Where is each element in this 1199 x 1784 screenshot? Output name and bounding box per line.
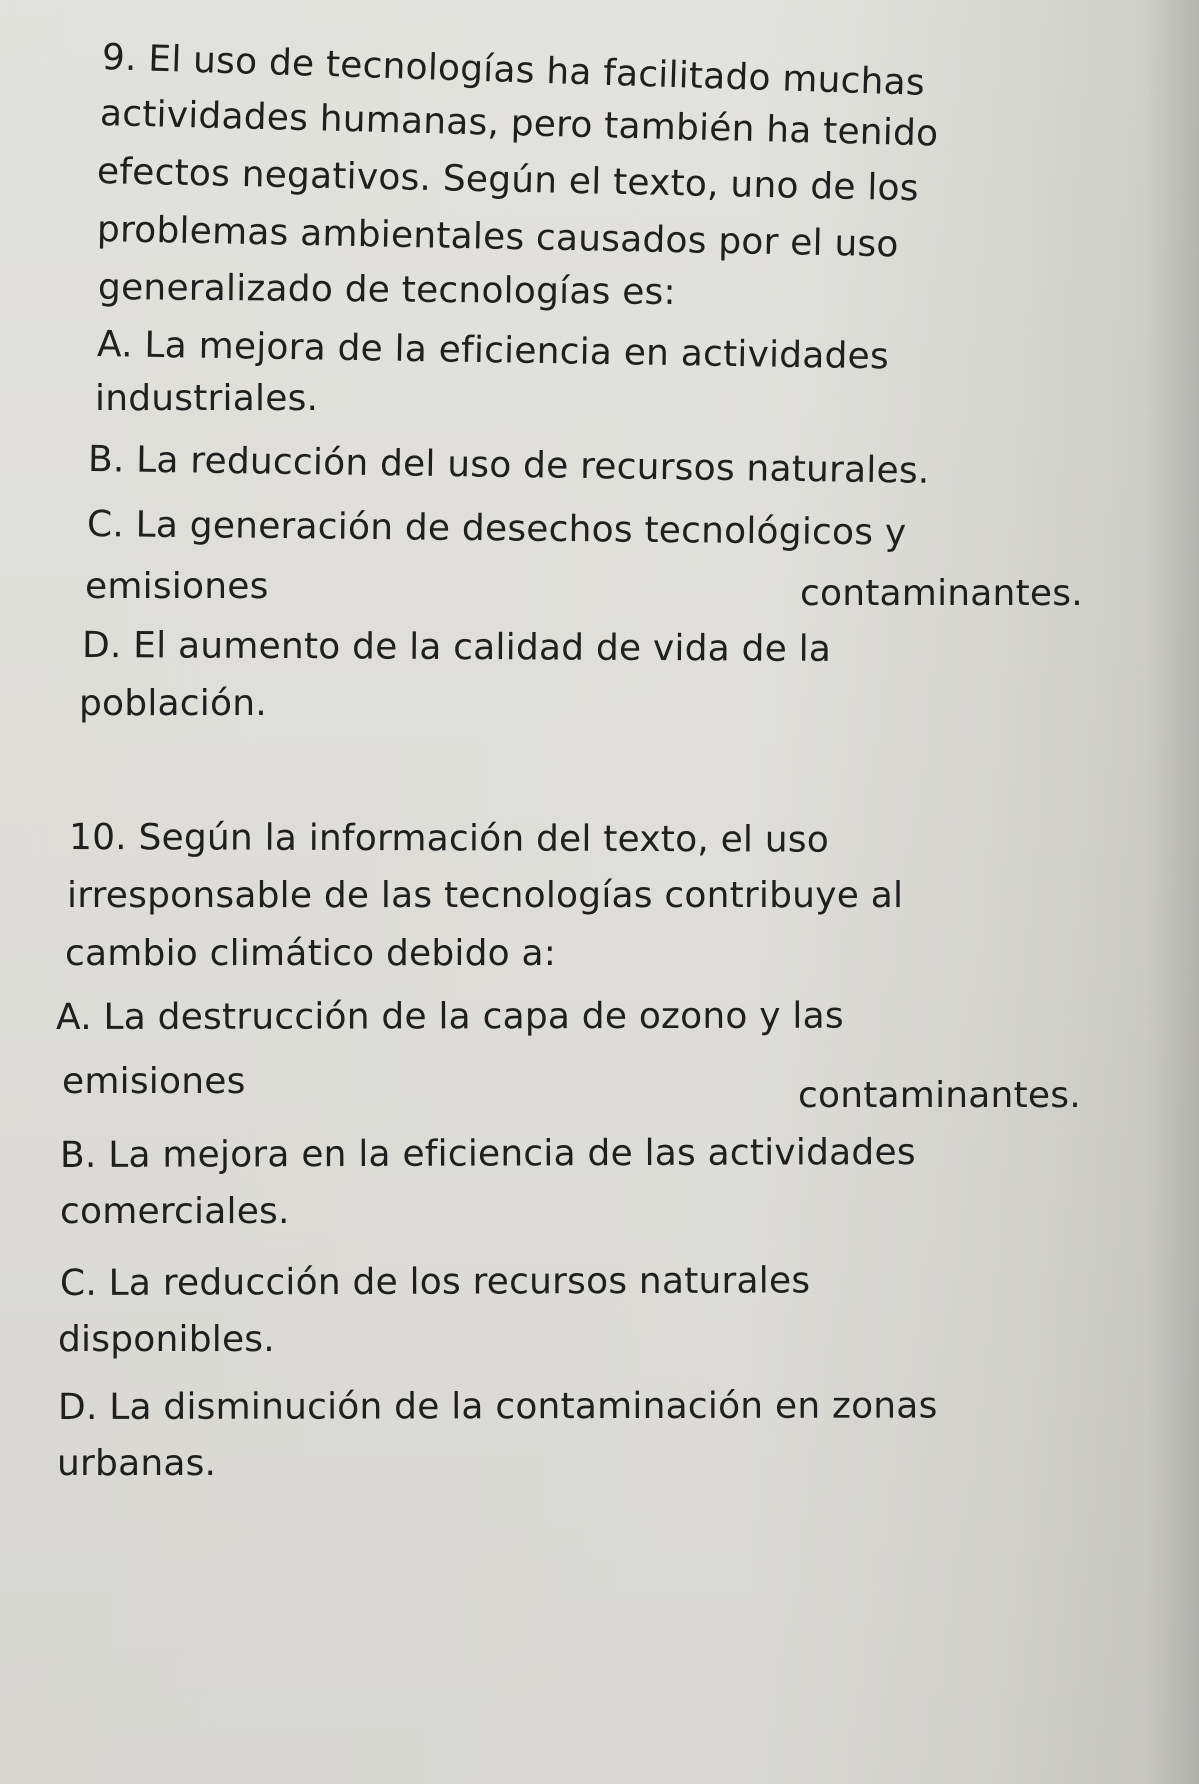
question-10-option-d-line-1: D. La disminución de la contaminación en zonas xyxy=(57,1385,938,1428)
question-10-option-a-line-3: contaminantes. xyxy=(798,1075,1081,1116)
question-10-option-c-line-2: disponibles. xyxy=(58,1319,275,1360)
question-10-option-c-line-1: C. La reducción de los recursos naturales xyxy=(59,1260,811,1304)
question-9-option-b-line-1: B. La reducción del uso de recursos naturales. xyxy=(87,439,930,492)
question-9-option-a-line-1: A. La mejora de la eficiencia en actividades xyxy=(96,324,890,378)
question-9-option-c-line-1: C. La generación de desechos tecnológicos y xyxy=(86,504,907,554)
question-10-option-a-line-2: emisiones xyxy=(62,1061,246,1102)
question-10-option-a-line-1: A. La destrucción de la capa de ozono y las xyxy=(55,995,844,1038)
question-9-option-c-line-2: emisiones xyxy=(85,566,269,607)
question-9-line-5: generalizado de tecnologías es: xyxy=(97,267,676,314)
question-9-option-a-line-2: industriales. xyxy=(95,378,319,419)
question-10-option-b-line-1: B. La mejora en la eficiencia de las actividades xyxy=(59,1132,916,1176)
question-9-option-d-line-2: población. xyxy=(79,683,267,724)
question-10-line-3: cambio climático debido a: xyxy=(65,933,557,974)
question-10-option-b-line-2: comerciales. xyxy=(60,1191,290,1232)
question-9-line-3: efectos negativos. Según el texto, uno de los xyxy=(96,151,920,210)
question-9-line-4: problemas ambientales causados por el uso xyxy=(96,209,900,266)
question-10-line-2: irresponsable de las tecnologías contribuye al xyxy=(67,875,904,916)
question-9-line-1: 9. El uso de tecnologías ha facilitado muchas xyxy=(101,37,926,104)
question-9-option-d-line-1: D. El aumento de la calidad de vida de la xyxy=(81,625,832,670)
question-9-line-2: actividades humanas, pero también ha tenido xyxy=(99,93,939,155)
question-10-line-1: 10. Según la información del texto, el uso xyxy=(68,817,830,861)
question-9-option-c-line-3: contaminantes. xyxy=(800,573,1083,614)
question-10-option-d-line-2: urbanas. xyxy=(57,1443,217,1484)
